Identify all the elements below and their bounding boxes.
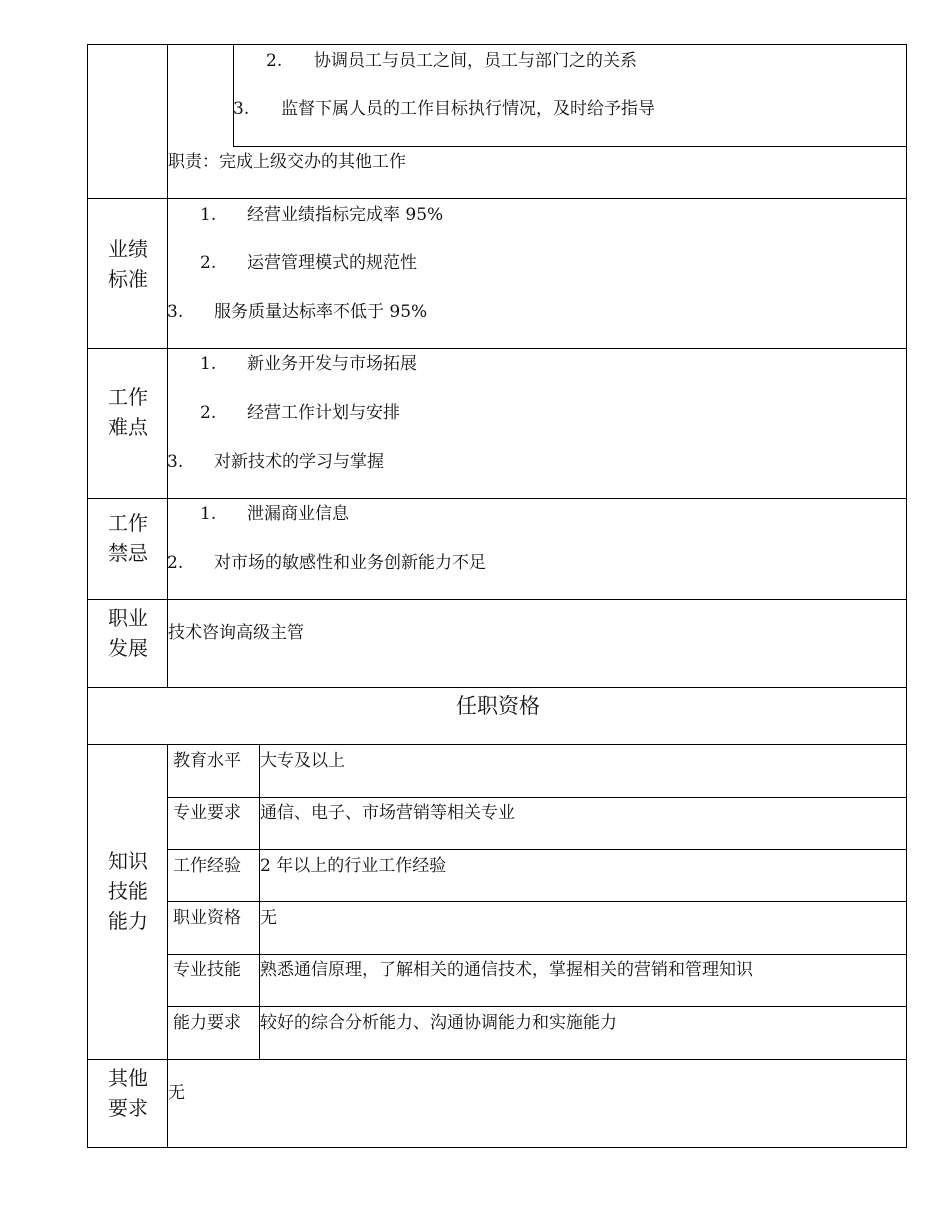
taboo-item-text: 对市场的敏感性和业务创新能力不足: [214, 553, 486, 573]
row-divider: [88, 198, 907, 199]
duty-item-number: 3.: [233, 99, 250, 119]
performance-item-number: 2.: [200, 253, 217, 273]
difficulties-label: 工作 难点: [108, 385, 148, 439]
difficulty-item-text: 新业务开发与市场拓展: [247, 354, 417, 374]
qualification-key-major: 专业要求: [173, 803, 241, 823]
taboo-item-number: 1.: [200, 504, 217, 524]
performance-item-number: 1.: [200, 205, 217, 225]
career-label: 职业 发展: [108, 606, 148, 660]
difficulty-item-number: 2.: [200, 403, 217, 423]
qualifications-label: 知识 技能 能力: [108, 849, 148, 933]
column-divider: [259, 744, 260, 1059]
row-divider: [88, 687, 907, 688]
career-value: 技术咨询高级主管: [168, 623, 304, 643]
qualifications-title: 任职资格: [456, 694, 540, 718]
other-duty-text: 职责：完成上级交办的其他工作: [168, 152, 406, 172]
qualification-key-certification: 职业资格: [173, 908, 241, 928]
row-divider: [167, 1006, 907, 1007]
difficulty-item-number: 1.: [200, 354, 217, 374]
qualification-value-ability: 较好的综合分析能力、沟通协调能力和实施能力: [260, 1013, 617, 1033]
performance-item-number: 3.: [167, 302, 184, 322]
difficulty-item-text: 对新技术的学习与掌握: [214, 452, 384, 472]
performance-item-text: 运营管理模式的规范性: [247, 253, 417, 273]
row-divider: [88, 348, 907, 349]
row-divider: [88, 1059, 907, 1060]
row-divider: [167, 954, 907, 955]
row-divider: [88, 498, 907, 499]
qualification-key-ability: 能力要求: [173, 1013, 241, 1033]
row-divider: [233, 146, 907, 147]
row-divider: [88, 744, 907, 745]
qualification-value-certification: 无: [260, 908, 277, 928]
taboos-label: 工作 禁忌: [108, 511, 148, 565]
difficulty-item-text: 经营工作计划与安排: [247, 403, 400, 423]
duty-item-text: 监督下属人员的工作目标执行情况，及时给予指导: [281, 99, 655, 119]
taboo-item-text: 泄漏商业信息: [247, 504, 349, 524]
other-value: 无: [168, 1083, 185, 1103]
column-divider: [233, 44, 234, 146]
qualification-key-experience: 工作经验: [173, 856, 241, 876]
column-divider: [167, 44, 168, 687]
duty-item-number: 2.: [266, 51, 283, 71]
performance-item-text: 服务质量达标率不低于 95%: [214, 302, 428, 322]
row-divider: [167, 901, 907, 902]
qualification-key-education: 教育水平: [173, 751, 241, 771]
difficulty-item-number: 3.: [167, 452, 184, 472]
row-divider: [88, 599, 907, 600]
row-divider: [167, 849, 907, 850]
performance-label: 业绩 标准: [108, 237, 148, 291]
qualification-value-skills: 熟悉通信原理，了解相关的通信技术，掌握相关的营销和管理知识: [260, 960, 753, 980]
duty-item-text: 协调员工与员工之间，员工与部门之的关系: [314, 51, 637, 71]
row-divider: [167, 797, 907, 798]
qualification-value-major: 通信、电子、市场营销等相关专业: [260, 803, 515, 823]
qualification-value-experience: 2 年以上的行业工作经验: [260, 856, 447, 876]
taboo-item-number: 2.: [167, 553, 184, 573]
other-label: 其他 要求: [108, 1066, 148, 1120]
qualification-value-education: 大专及以上: [260, 751, 345, 771]
performance-item-text: 经营业绩指标完成率 95%: [247, 205, 444, 225]
qualification-key-skills: 专业技能: [173, 960, 241, 980]
